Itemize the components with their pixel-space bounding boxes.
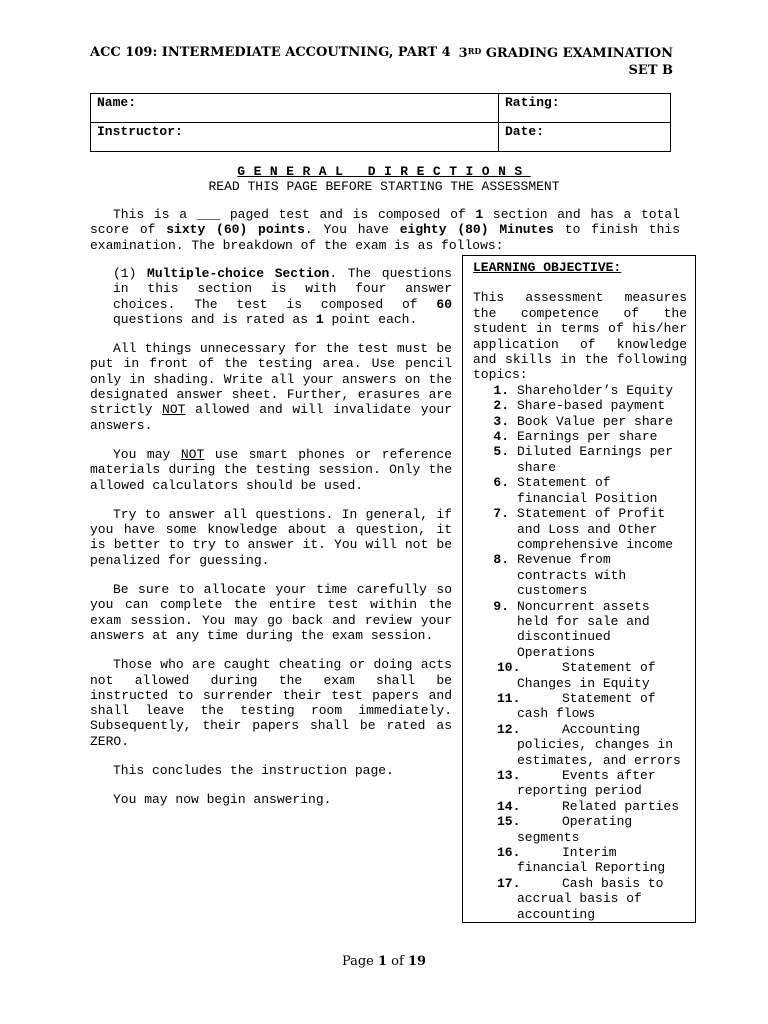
materials-paragraph	[90, 341, 452, 433]
objective-item	[473, 475, 687, 506]
guessing-paragraph: Try to answer all questions. In general, if you have some knowledge about a question, it is better to try to answer it. You will not be penalized for guessing.	[90, 506, 452, 568]
exam-set: SET B	[628, 63, 673, 78]
devices-text-2: use smart phones or reference materials during the testing session. Only the allowed calculators should be used.	[90, 446, 452, 493]
objective-text: Share-based payment	[517, 398, 666, 414]
objective-text: Statement of Changes in Equity	[517, 660, 656, 691]
learning-objective-box	[462, 255, 696, 923]
objective-number: 12.	[497, 721, 521, 737]
intro-text-1: This is a ___ paged test and is composed of	[113, 207, 476, 222]
mc-section-name: Multiple-choice Section	[147, 266, 330, 281]
objective-text: Operating segments	[517, 814, 633, 845]
materials-text-1: All things unnecessary for the test must be put in front of the testing area. Use pencil only in shading. Write all your answers on the designated answer sheet. Further, erasures are strictly	[90, 341, 452, 418]
rating-label: Rating:	[505, 95, 560, 110]
learning-objective-list	[473, 383, 687, 922]
exam-title	[459, 45, 673, 79]
objective-wide-wrap	[473, 845, 687, 876]
objective-item	[473, 845, 687, 876]
materials-not: NOT	[162, 402, 186, 418]
time-paragraph: Be sure to allocate your time carefully so you can complete the entire test within the exam session. You may go back and review your answers at any time during the exam session.	[90, 582, 452, 643]
objective-item	[473, 768, 687, 799]
objective-number: 9.	[493, 598, 509, 614]
intro-text-2: section and has a total score of	[90, 207, 680, 238]
objective-item	[473, 722, 687, 768]
objective-item	[473, 660, 687, 691]
mc-text-3: point each.	[323, 311, 418, 327]
objective-item	[473, 506, 687, 552]
begin-paragraph: You may now begin answering.	[113, 792, 332, 808]
objective-number: 1.	[493, 382, 509, 398]
objective-number: 17.	[497, 875, 521, 891]
devices-text-1: You may	[113, 446, 181, 462]
objective-number: 6.	[493, 475, 509, 491]
total-pages: 19	[407, 954, 427, 969]
general-directions-subtitle: READ THIS PAGE BEFORE STARTING THE ASSESSMENT	[208, 179, 560, 194]
date-field[interactable]	[499, 123, 671, 152]
objective-item	[473, 398, 687, 413]
objective-text: Earnings per share	[517, 429, 658, 445]
cheating-paragraph: Those who are caught cheating or doing acts not allowed during the exam shall be instructed to surrender their test papers and shall leave the testing room immediately. Subsequently, their papers shall be rated as ZERO.	[90, 657, 452, 749]
objective-text: Revenue from contracts with customers	[517, 552, 627, 599]
objective-text: Interim financial Reporting	[517, 845, 666, 876]
objective-number: 3.	[493, 413, 509, 429]
of-word: of	[387, 954, 408, 969]
objective-text: Book Value per share	[517, 413, 674, 429]
exam-number-suffix: RD	[467, 46, 482, 56]
objective-text: Statement of cash flows	[517, 690, 656, 722]
exam-number: 3	[458, 46, 468, 61]
instructor-label: Instructor:	[97, 124, 183, 139]
objective-item	[473, 383, 687, 398]
learning-objective-title: LEARNING OBJECTIVE:	[473, 260, 622, 275]
multiple-choice-paragraph	[90, 266, 452, 327]
mc-text-2: questions and is rated as	[113, 311, 316, 327]
intro-time-limit: eighty (80) Minutes	[399, 222, 554, 238]
exam-title-text: GRADING EXAMINATION	[481, 46, 673, 61]
name-field[interactable]	[91, 94, 499, 123]
objective-item	[473, 414, 687, 429]
intro-text-4: to finish this examination. The breakdown of the exam is as follows:	[90, 222, 681, 253]
objective-wide-wrap	[473, 722, 687, 768]
objective-text: Statement of Profit and Loss and Other comprehensive income	[517, 506, 674, 552]
objective-text: Cash basis to accrual basis of accounting	[517, 875, 664, 922]
objective-text: Noncurrent assets held for sale and discontinued Operations	[517, 598, 650, 660]
objective-item	[473, 444, 687, 475]
objective-item	[473, 552, 687, 598]
page-number	[0, 954, 768, 969]
objective-text: Statement of financial Position	[517, 475, 658, 506]
objective-text: Events after reporting period	[517, 768, 656, 799]
name-label: Name:	[97, 95, 137, 110]
page-word: Page	[341, 954, 378, 969]
objective-number: 5.	[493, 444, 509, 460]
mc-points-each: 1	[315, 311, 324, 327]
date-label: Date:	[505, 124, 545, 139]
objective-number: 16.	[497, 845, 521, 861]
devices-paragraph	[90, 447, 452, 493]
intro-paragraph	[90, 207, 680, 253]
objective-item	[473, 799, 687, 814]
objective-text: Related parties	[562, 798, 680, 814]
instructions-column	[90, 266, 452, 822]
current-page: 1	[378, 954, 388, 969]
objective-text: Accounting policies, changes in estimates, and errors	[517, 721, 681, 768]
objective-number: 11.	[497, 690, 521, 706]
intro-total-score: sixty (60) points	[166, 222, 305, 238]
rating-field[interactable]	[499, 94, 671, 123]
objective-item	[473, 599, 687, 661]
objective-number: 7.	[493, 506, 509, 522]
learning-objective-intro: This assessment measures the competence of the student in terms of his/her application of knowledge and skills in the following topics:	[473, 290, 687, 383]
mc-question-count: 60	[436, 296, 452, 312]
intro-section-count: 1	[475, 207, 484, 222]
objective-item	[473, 429, 687, 444]
objective-number: 10.	[497, 660, 521, 676]
student-info-table	[90, 93, 671, 152]
instructor-field[interactable]	[91, 123, 499, 152]
objective-wide-wrap	[473, 799, 687, 814]
objective-number: 14.	[497, 798, 521, 814]
objective-item	[473, 814, 687, 845]
objective-item	[473, 876, 687, 922]
course-title: ACC 109: INTERMEDIATE ACCOUTNING, PART 4	[90, 45, 451, 60]
objective-number: 13.	[497, 768, 521, 783]
conclusion-paragraph: This concludes the instruction page.	[113, 763, 394, 779]
objective-number: 8.	[493, 552, 509, 568]
objective-text: Shareholder’s Equity	[517, 382, 674, 398]
objective-wide-wrap	[473, 660, 687, 691]
objective-wide-wrap	[473, 876, 687, 922]
objective-wide-wrap	[473, 691, 687, 722]
objective-wide-wrap	[473, 768, 687, 799]
materials-text-2: allowed and will invalidate your answers.	[90, 402, 452, 433]
mc-text-1: . The questions in this section is with four answer choices. The test is composed of	[113, 266, 452, 312]
objective-item	[473, 691, 687, 722]
objective-text: Diluted Earnings per share	[517, 444, 674, 475]
general-directions-title: GENERAL DIRECTIONS	[237, 164, 531, 179]
objective-number: 2.	[493, 398, 509, 414]
objective-number: 15.	[497, 814, 521, 830]
objective-wide-wrap	[473, 814, 687, 845]
objective-number: 4.	[493, 429, 509, 445]
intro-text-3: . You have	[304, 222, 400, 238]
devices-not: NOT	[180, 446, 205, 462]
mc-number: (1)	[113, 266, 148, 281]
